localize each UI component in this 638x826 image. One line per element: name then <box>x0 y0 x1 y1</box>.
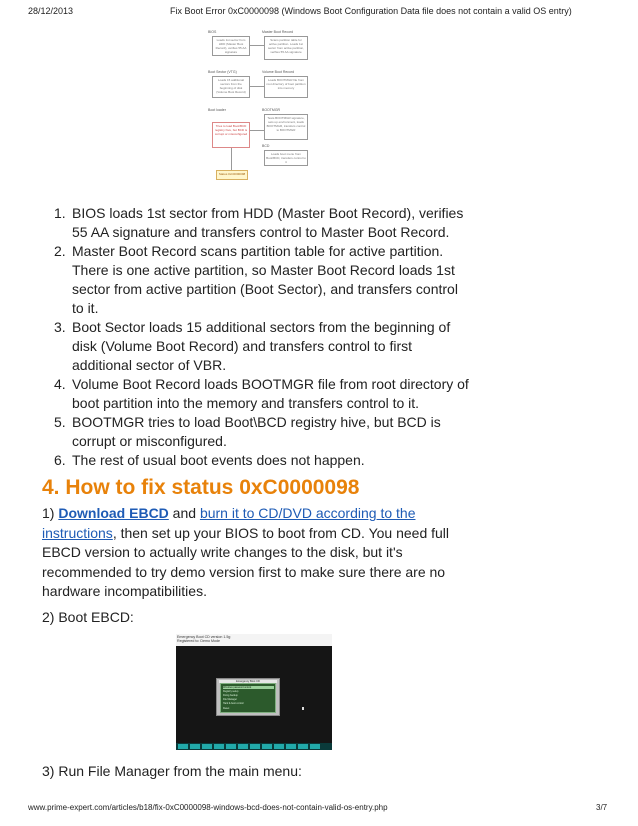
flow-arrow <box>250 45 264 46</box>
section-heading: 4. How to fix status 0xC0000098 <box>42 476 360 499</box>
menu-item: File Manager <box>223 698 237 701</box>
flow-box-bcd: Loads boot menu from Boot\BCD, transfers control to it <box>264 150 308 166</box>
ebcd-main-menu <box>216 678 280 716</box>
file-manager-step: 3) Run File Manager from the main menu: <box>42 763 302 779</box>
flow-label-boot-loader: Boot loader <box>208 108 226 112</box>
list-item: 1. BIOS loads 1st sector from HDD (Master Boot Record), verifies 55 AA signature and transfers control to Master Boot Record. <box>54 205 464 240</box>
terminal-screen <box>176 646 332 743</box>
menu-item: Windows password unlock <box>223 686 274 689</box>
flow-box-bootmgr: Tests BOOTMGR signature, sets up environment, loads BOOTMGR, transfers control to BOOTMGR <box>264 114 308 140</box>
terminal-function-bar <box>176 743 332 750</box>
print-date: 28/12/2013 <box>28 6 74 16</box>
boot-ebcd-step: 2) Boot EBCD: <box>42 609 134 625</box>
page-footer <box>0 803 638 815</box>
list-item: 2. Master Boot Record scans partition table for active partition. There is one active partition, so Master Boot Record loads 1st sector from active partition (Boot Sector), and transfers control to it. <box>54 243 458 316</box>
flow-label-boot-sector: Boot Sector (VTG) <box>208 70 237 74</box>
terminal-registration: Registered to: Demo Mode <box>177 639 220 643</box>
list-item: 4. Volume Boot Record loads BOOTMGR file from root directory of boot partition into the memory and transfers control to it. <box>54 376 469 411</box>
menu-window <box>220 683 276 713</box>
page-number: 3/7 <box>596 803 608 812</box>
terminal-title: Emergency Boot CD version 1.5g <box>177 635 231 639</box>
flow-label-vbr: Volume Boot Record <box>262 70 295 74</box>
flow-box-status: Status 0xC0000098 <box>216 170 248 180</box>
page-header <box>0 6 638 20</box>
ebcd-screenshot <box>176 634 332 750</box>
list-item: 3. Boot Sector loads 15 additional sectors from the beginning of disk (Volume Boot Record) and transfers control to first additional sector of VBR. <box>54 319 451 373</box>
flow-label-bootmgr: BOOTMGR <box>262 108 281 112</box>
flow-arrow <box>231 148 232 170</box>
menu-item: Hard & boot control <box>223 702 244 705</box>
flow-box-boot-sector: Loads 15 additional sectors from the beginning of disk (Volume Boot Record) <box>212 76 250 98</box>
flow-label-bios: BIOS <box>208 30 217 34</box>
menu-item: Reset <box>223 707 230 710</box>
flow-box-mbr: Scans partition table for active partition. Loads 1st sector from active partition, verifies 55 AA signature <box>264 36 308 60</box>
flow-label-bcd: BCD <box>262 144 270 148</box>
menu-title: Emergency Boot CD <box>219 680 277 683</box>
list-item: 6. The rest of usual boot events does not happen. <box>54 452 365 468</box>
menu-item: Registry setup <box>223 690 239 693</box>
flow-box-bios: Loads 1st sector from HDD (Master Boot Record), verifies 55 AA signature <box>212 36 250 56</box>
menu-item: Fixing backup <box>223 694 238 697</box>
flow-box-bcd-error: Tries to load Boot\BCD registry hive, but BCD is corrupt or misconfigured <box>212 122 250 148</box>
mouse-cursor-icon <box>302 707 304 710</box>
flow-arrow <box>250 86 264 87</box>
terminal-header <box>176 634 332 646</box>
boot-steps-list <box>42 204 472 470</box>
flow-box-vbr: Loads BOOTMGR file from root directory of boot partition into memory <box>264 76 308 98</box>
print-title: Fix Boot Error 0xC0000098 (Windows Boot Configuration Data file does not contain a valid OS entry) <box>170 6 572 16</box>
list-item: 5. BOOTMGR tries to load Boot\BCD registry hive, but BCD is corrupt or misconfigured. <box>54 414 441 449</box>
footer-url: www.prime-expert.com/articles/b18/fix-0xC0000098-windows-bcd-does-not-contain-valid-os-entry.php <box>28 803 388 812</box>
flow-label-mbr: Master Boot Record <box>262 30 294 34</box>
boot-sequence-flowchart <box>206 30 322 188</box>
instructions-paragraph: 1) Download EBCD and burn it to CD/DVD according to the instructions, then set up your BIOS to boot from CD. You need full EBCD version to actually write changes to the disk, but it's recommended to try demo version first to make sure there are no hardware incompatibilities. <box>42 505 450 599</box>
download-ebcd-link[interactable]: Download EBCD <box>58 505 169 521</box>
flow-arrow <box>250 130 264 131</box>
burn-instructions-link[interactable]: burn it to CD/DVD according to the instructions <box>42 505 416 541</box>
